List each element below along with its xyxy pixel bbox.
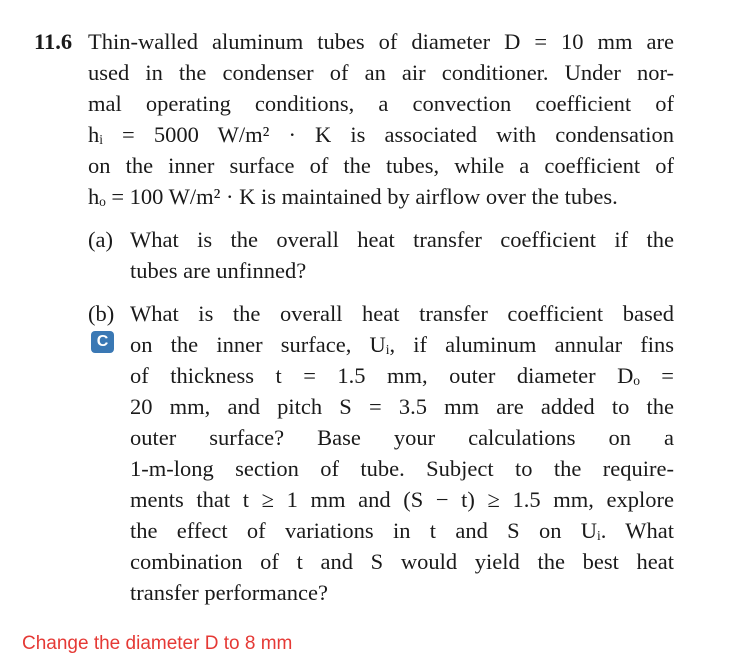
part-b-text: What is the overall heat transfer coefficient based <box>130 301 674 326</box>
part-a-label: (a) <box>88 227 113 252</box>
part-a <box>34 224 674 286</box>
part-a-text: What is the overall heat transfer coefficient if the <box>130 227 674 252</box>
problem-number: 11.6 <box>34 29 73 54</box>
problem-statement <box>34 26 674 608</box>
part-b-label: (b) <box>88 301 115 326</box>
edit-instruction-note: Change the diameter D to 8 mm <box>22 633 293 654</box>
part-b-line: outer surface? Base your calculations on a <box>130 425 674 450</box>
part-b-line: combination of t and S would yield the best heat <box>130 549 674 574</box>
part-b-line: 20 mm, and pitch S = 3.5 mm are added to the <box>130 394 674 419</box>
part-b <box>34 298 674 608</box>
part-b-line: ments that t ≥ 1 mm and (S − t) ≥ 1.5 mm, explore <box>130 487 674 512</box>
part-a-line <box>88 224 674 255</box>
intro-line-text: Thin-walled aluminum tubes of diameter D = 10 mm are <box>88 29 674 54</box>
intro-line: used in the condenser of an air conditioner. Under nor- <box>88 60 674 85</box>
part-b-line: of thickness t = 1.5 mm, outer diameter Dₒ = <box>130 363 674 388</box>
part-b-line: 1-m-long section of tube. Subject to the require- <box>130 456 674 481</box>
part-b-line: the effect of variations in t and S on Uᵢ. What <box>130 518 674 543</box>
part-b-line: transfer performance? <box>130 580 328 605</box>
intro-line: mal operating conditions, a convection coefficient of <box>88 91 674 116</box>
computer-problem-badge-icon: C <box>91 331 114 353</box>
intro-line: on the inner surface of the tubes, while a coefficient of <box>88 153 674 178</box>
intro-line: hₒ = 100 W/m² · K is maintained by airflow over the tubes. <box>88 184 618 209</box>
intro-line <box>34 26 674 57</box>
intro-line: hᵢ = 5000 W/m² · K is associated with condensation <box>88 122 674 147</box>
problem-intro <box>34 26 674 212</box>
part-a-line: tubes are unfinned? <box>130 258 307 283</box>
part-b-line: on the inner surface, Uᵢ, if aluminum annular fins <box>130 332 674 357</box>
part-b-line <box>88 298 674 329</box>
